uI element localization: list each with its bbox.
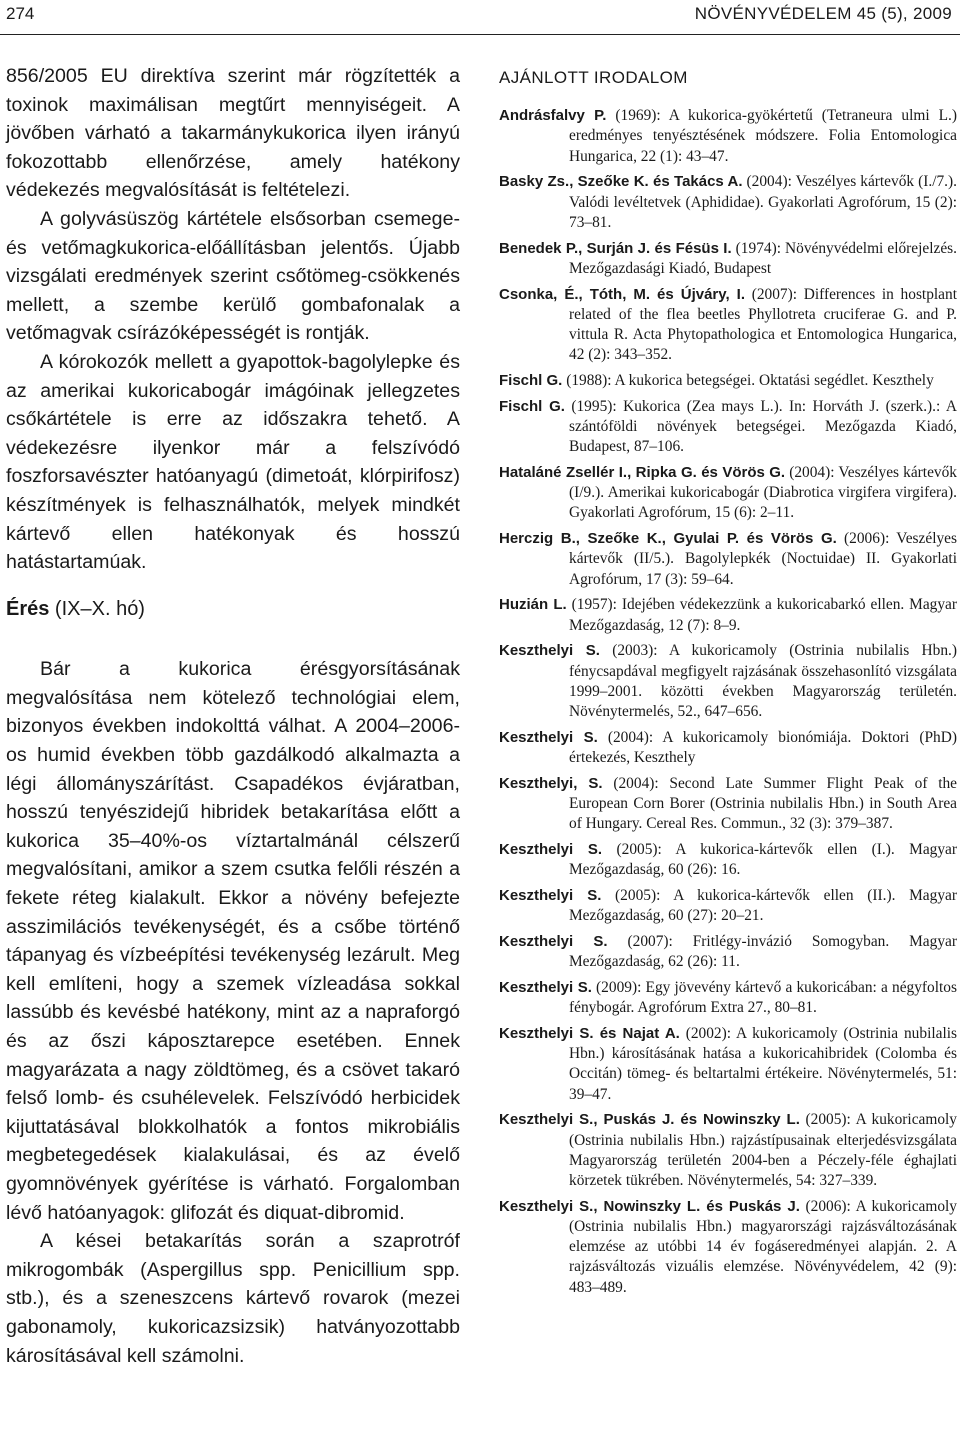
reference-entry <box>499 978 957 1018</box>
reference-authors: Keszthelyi S. <box>499 933 608 951</box>
reference-list <box>499 106 957 1298</box>
page-header <box>0 0 960 36</box>
reference-details: (1957): Idejében védekezzünk a kukoricabarkó ellen. Magyar Mezőgazdaság, 12 (7): 8–9. <box>566 596 958 634</box>
reference-authors: Keszthelyi S. és Najat A. <box>499 1025 680 1043</box>
reference-details: (2007): Fritlégy-invázió Somogyban. Magyar Mezőgazdaság, 62 (26): 11. <box>569 933 957 971</box>
reference-authors: Keszthelyi S. <box>499 841 603 859</box>
page-number: 274 <box>6 4 35 23</box>
references-title: AJÁNLOTT IRODALOM <box>499 68 688 87</box>
reference-entry <box>499 397 957 458</box>
section-heading-bold: Érés <box>6 597 50 620</box>
journal-title: NÖVÉNYVÉDELEM 45 (5), 2009 <box>694 4 952 23</box>
reference-entry <box>499 932 957 972</box>
reference-authors: Huzián L. <box>499 596 567 614</box>
references-column <box>499 68 957 1303</box>
reference-authors: Keszthelyi S. <box>499 728 598 746</box>
left-column <box>6 62 460 1370</box>
reference-entry <box>499 529 957 590</box>
body-paragraph: A golyvásüszög kártétele elsősorban csemege- és vetőmagkukorica-előállításban jelentős. Újabb vizsgálati eredmények szerint csőtömeg-csökkenés mellett, a szembe kerülő gombafonalak a vetőmagvak csírázóképességét is rontják. <box>6 207 460 345</box>
body-paragraph: A kórokozók mellett a gyapottok-bagolylepke és az amerikai kukoricabogár imágóinak jellegzetes csőkártétele is erre az időszakra tehető. A védekezésre ilyenkor már a felszívódó foszforsavészter hatóanyagú (dimetoát, klórpirifosz) készítmények is felhasználhatók, melyek mindkét kártevő ellen hatékonyak és hosszú hatástartamúak. <box>6 350 460 574</box>
reference-entry <box>499 1197 957 1298</box>
reference-entry <box>499 106 957 167</box>
reference-authors: Basky Zs., Szeőke K. és Takács A. <box>499 173 743 191</box>
reference-details: (2006): A kukoricamoly (Ostrinia nubilalis Hbn.) magyarországi rajzásváltozásának elemzése az utóbbi 14 év fogáseredményei alapján. 2. A rajzásváltozás vizuális elemzése. Növényvédelem, 42 (9): 483–489. <box>569 1197 957 1296</box>
reference-details: (2003): A kukoricamoly (Ostrinia nubilalis Hbn.) fénycsapdával megfigyelt rajzásának összehasonlító vizsgálata 1999–2001. közötti években Magyarország területén. Növénytermelés, 52., 647–656. <box>569 642 957 721</box>
reference-details: (1988): A kukorica betegségei. Oktatási segédlet. Keszthely <box>562 372 934 390</box>
reference-details: (2009): Egy jövevény kártevő a kukoricában: a négyfoltos fénybogár. Agrofórum Extra 27., 80–81. <box>569 979 957 1017</box>
reference-details: (2007): Differences in hostplant related of the flea beetles Phyllotreta cruciferae G. and P. vittula R. Acta Phytopathologica et Entomologica Hungarica, 42 (2): 343–352. <box>569 285 957 364</box>
section-heading <box>6 595 460 624</box>
reference-authors: Keszthelyi, S. <box>499 774 603 792</box>
reference-entry <box>499 840 957 880</box>
reference-authors: Keszthelyi S., Puskás J. és Nowinszky L. <box>499 1111 800 1129</box>
header-rule <box>0 34 960 35</box>
reference-details: (1974): Növényvédelmi előrejelzés. Mezőgazdasági Kiadó, Budapest <box>569 239 958 277</box>
reference-details: (2005): A kukorica-kártevők ellen (II.). Magyar Mezőgazdaság, 60 (27): 20–21. <box>569 887 957 925</box>
reference-entry <box>499 239 957 279</box>
body-paragraph: 856/2005 EU direktíva szerint már rögzítették a toxinok maximálisan megtűrt mennyiségeit. A jövőben várható a takarmánykukorica ilyen irányú fokozottabb ellenőrzése, amely hatékony védekezés megvalósítását is feltételezi. <box>6 65 460 202</box>
reference-authors: Keszthelyi S., Nowinszky L. és Puskás J. <box>499 1197 800 1215</box>
reference-entry <box>499 886 957 926</box>
reference-authors: Keszthelyi S. <box>499 642 600 660</box>
reference-entry <box>499 595 957 635</box>
reference-details: (2002): A kukoricamoly (Ostrinia nubilalis Hbn.) károsításának hatása a kukoricahibridek (Colomba és Occitán) tömeg- és beltartalmi értékeire. Növénytermelés, 51: 39–47. <box>569 1025 957 1103</box>
reference-entry <box>499 285 957 366</box>
reference-authors: Benedek P., Surján J. és Fésüs I. <box>499 239 732 257</box>
reference-entry <box>499 641 957 722</box>
reference-details: (2005): A kukoricamoly (Ostrinia nubilalis Hbn.) rajzástípusainak elterjedésvizsgálata Magyarország területén 2004-ben a Péczely-féle éghajlati körzetek tükrében. Növénytermelés, 54: 327–339. <box>569 1111 957 1190</box>
reference-authors: Herczig B., Szeőke K., Gyulai P. és Vörös G. <box>499 530 837 548</box>
reference-authors: Fischl G. <box>499 397 565 415</box>
reference-authors: Andrásfalvy P. <box>499 107 607 125</box>
reference-details: (2006): Veszélyes kártevők (II/5.). Bagolylepkék (Noctuidae) II. Gyakorlati Agrofórum, 17 (3): 59–64. <box>569 530 957 588</box>
reference-details: (2004): Veszélyes kártevők (I/9.). Amerikai kukoricabogár (Diabrotica virgifera virgifera). Gyakorlati Agrofórum, 15 (6): 2–11. <box>569 464 957 522</box>
reference-entry <box>499 172 957 233</box>
section-heading-period: (IX–X. hó) <box>49 597 145 620</box>
reference-details: (2004): Second Late Summer Flight Peak of the European Corn Borer (Ostrinia nubilalis Hbn.) in South Area of Hungary. Cereal Res. Commun., 32 (3): 379–387. <box>569 774 957 833</box>
reference-authors: Fischl G. <box>499 372 563 390</box>
reference-authors: Keszthelyi S. <box>499 887 602 905</box>
reference-details: (1969): A kukorica-gyökértetű (Tetraneura ulmi L.) eredményes tenyésztésének módszere. Folia Entomologica Hungarica, 22 (1): 43–47. <box>569 107 957 165</box>
body-paragraph: Bár a kukorica érésgyorsításának megvalósítása nem kötelező technológiai elem, bizonyos években indokolttá válhat. A 2004–2006-os humid években több gazdálkodó alkalmazta a légi állományszárítást. Csapadékos évjáratban, hosszú tenyészidejű hibridek betakarítása előtt a kukorica 35–40%-os víztartalmánál célszerű megvalósítani, amikor a szem csutka felőli részén a fekete réteg kialakult. Ekkor a növény befejezte asszimilációs tevékenységét, és a csőbe történő tápanyag és vízbeépítési tevékenység lezárult. Meg kell említeni, hogy a szemek vízleadása sokkal lassúbb és kevésbé hatékony, mint az a napraforgó és az őszi káposztarepce esetében. Ennek magyarázata a nagy zöldtömeg, és a csövet takaró felső lomb- és csuhélevelek. Felszívódó herbicidek kijuttatásával blokkolhatók a fontos mikrobiális megbetegedések kialakulásai, és az évelő gyomnövények gyérítése is várható. Forgalomban lévő hatóanyagok: glifozát és diquat-dibromid. <box>6 658 460 1224</box>
reference-entry <box>499 728 957 768</box>
reference-entry <box>499 463 957 524</box>
reference-entry <box>499 1024 957 1105</box>
reference-details: (2005): A kukorica-kártevők ellen (I.). Magyar Mezőgazdaság, 60 (26): 16. <box>569 841 957 879</box>
reference-authors: Csonka, É., Tóth, M. és Újváry, I. <box>499 285 746 303</box>
reference-authors: Keszthelyi S. <box>499 979 592 997</box>
reference-authors: Hataláné Zsellér I., Ripka G. és Vörös G. <box>499 464 786 482</box>
reference-entry <box>499 371 957 391</box>
reference-details: (2004): Veszélyes kártevők (I./7.). Valódi levéltetvek (Aphididae). Gyakorlati Agrofórum, 15 (2): 73–81. <box>569 173 957 231</box>
reference-details: (2004): A kukoricamoly bionómiája. Doktori (PhD) értekezés, Keszthely <box>569 728 957 767</box>
reference-entry <box>499 1110 957 1191</box>
reference-entry <box>499 774 957 835</box>
reference-details: (1995): Kukorica (Zea mays L.). In: Horváth J. (szerk.).: A szántóföldi növények betegségei. Mezőgazda Kiadó, Budapest, 87–106. <box>564 397 957 456</box>
body-paragraph: A kései betakarítás során a szaprotróf mikrogombák (Aspergillus spp. Penicillium spp. stb.), és a szeneszcens kártevő rovarok (mezei gabonamoly, kukoricazsizsik) hatványozottabb károsításával kell számolni. <box>6 1230 460 1367</box>
